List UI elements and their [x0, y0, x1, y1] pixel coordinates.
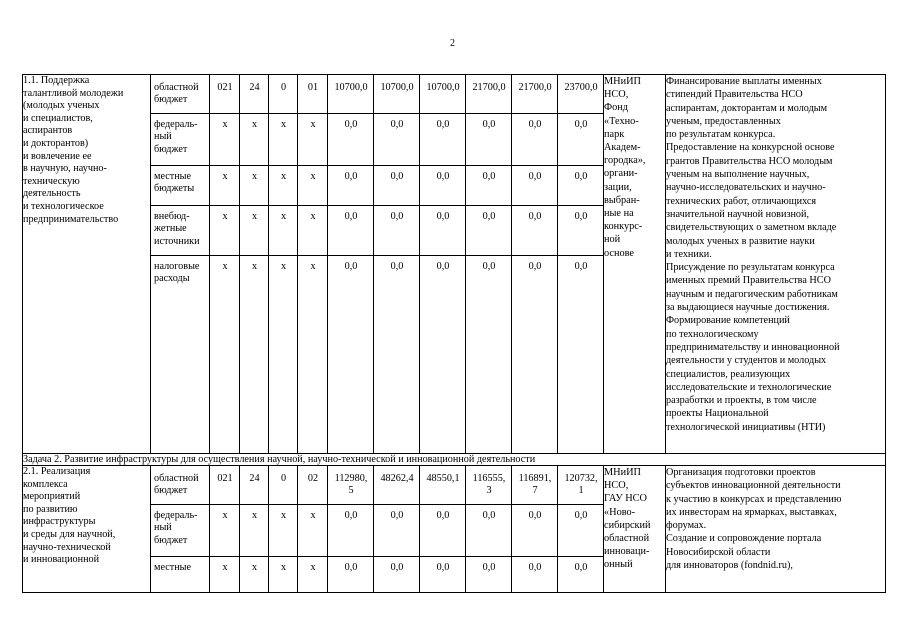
value-cell: 21700,0: [518, 82, 552, 93]
source-cell: внебюд- жетные источники: [151, 205, 209, 255]
value-cell: x: [269, 113, 297, 165]
value-cell: x: [240, 113, 268, 165]
value-cell: x: [210, 205, 239, 255]
value-cell: x: [210, 556, 239, 592]
value-cell: 0,0: [420, 165, 465, 205]
value-cell: 0,0: [466, 255, 511, 453]
value-cell: x: [298, 504, 327, 556]
activity-name: [23, 75, 151, 454]
value-cell: x: [240, 165, 268, 205]
task-row: [23, 454, 886, 466]
value-cell: 021: [217, 473, 233, 484]
year-column-3: [420, 466, 466, 593]
value-cell: x: [269, 556, 297, 592]
value-cell: 120732, 1: [564, 473, 598, 497]
value-cell: 0,0: [328, 113, 373, 165]
value-cell: 0,0: [328, 504, 373, 556]
value-cell: x: [240, 205, 268, 255]
value-cell: 0,0: [466, 556, 511, 592]
value-cell: 0,0: [466, 205, 511, 255]
source-column: [151, 75, 210, 454]
value-cell: x: [269, 504, 297, 556]
value-cell: x: [240, 255, 268, 453]
task-2-heading: Задача 2. Развитие инфраструктуры для осуществления научной, научно-технической и инновационной деятельности: [23, 454, 886, 466]
value-cell: 0,0: [466, 504, 511, 556]
value-cell: x: [298, 205, 327, 255]
value-cell: 0,0: [328, 556, 373, 592]
code-column-1: [210, 75, 240, 454]
value-cell: x: [210, 504, 239, 556]
value-cell: 0,0: [328, 165, 373, 205]
year-column-4: [466, 466, 512, 593]
year-column-5: [512, 466, 558, 593]
value-cell: x: [298, 113, 327, 165]
value-cell: x: [298, 165, 327, 205]
value-cell: 0,0: [512, 504, 557, 556]
responsible-org: [604, 75, 666, 454]
value-cell: 0,0: [374, 556, 419, 592]
value-cell: 0,0: [374, 113, 419, 165]
value-cell: 0,0: [374, 255, 419, 453]
value-cell: 116555, 3: [472, 473, 506, 497]
value-cell: 021: [217, 82, 233, 93]
year-column-2: [374, 75, 420, 454]
year-column-1: [328, 466, 374, 593]
value-cell: 23700,0: [564, 82, 598, 93]
value-cell: x: [269, 165, 297, 205]
value-cell: 0,0: [512, 113, 557, 165]
activity-name-text: 2.1. Реализация комплекса мероприятий по развитию инфраструктуры и среды для научной, научно-технической и инновационной: [23, 466, 116, 566]
value-cell: x: [269, 255, 297, 453]
value-cell: 0,0: [466, 113, 511, 165]
value-cell: 0,0: [558, 113, 603, 165]
value-cell: 0,0: [558, 165, 603, 205]
value-cell: 0,0: [466, 165, 511, 205]
value-cell: 0,0: [374, 205, 419, 255]
source-column: [151, 466, 210, 593]
value-cell: 0,0: [558, 556, 603, 592]
year-column-5: [512, 75, 558, 454]
value-cell: 116891, 7: [518, 473, 552, 497]
row-1-1: [23, 75, 886, 454]
value-cell: 0,0: [374, 165, 419, 205]
value-cell: 48262,4: [380, 473, 414, 484]
value-cell: 0,0: [420, 556, 465, 592]
year-column-6: [558, 75, 604, 454]
source-cell: налоговые расходы: [151, 255, 209, 453]
value-cell: 24: [249, 473, 260, 484]
value-cell: 0,0: [558, 255, 603, 453]
value-cell: 10700,0: [426, 82, 460, 93]
value-cell: 48550,1: [426, 473, 460, 484]
value-cell: x: [298, 556, 327, 592]
value-cell: 24: [249, 82, 260, 93]
value-cell: 0,0: [328, 205, 373, 255]
expected-results: [666, 466, 886, 593]
activity-name-text: 1.1. Поддержка талантливой молодежи (молодых ученых и специалистов, аспирантов и докторантов) и вовлечение ее в научную, научно- техническую деятельность и технологическое предпринимательство: [23, 75, 124, 225]
value-cell: 0,0: [512, 556, 557, 592]
code-column-4: [298, 466, 328, 593]
value-cell: x: [210, 255, 239, 453]
value-cell: 01: [307, 82, 319, 93]
value-cell: 0,0: [558, 205, 603, 255]
value-cell: 112980, 5: [334, 473, 368, 497]
value-cell: 10700,0: [334, 82, 368, 93]
source-cell: местные: [151, 556, 209, 592]
value-cell: x: [240, 504, 268, 556]
row-2-1: [23, 466, 886, 593]
year-column-1: [328, 75, 374, 454]
source-cell: федераль- ный бюджет: [151, 113, 209, 165]
source-cell: областной бюджет: [154, 473, 199, 497]
source-cell: местные бюджеты: [151, 165, 209, 205]
year-column-2: [374, 466, 420, 593]
value-cell: 0,0: [512, 205, 557, 255]
responsible-org-text: МНиИП НСО, ГАУ НСО «Ново- сибирский областной инноваци- онный: [604, 467, 651, 571]
program-table: [22, 74, 886, 593]
expected-results-text: Организация подготовки проектов субъектов инновационной деятельности к участию в конкурсах и представлению их инвесторам на ярмарках, выставках, форумах. Создание и сопровождение портала Новосибирской области для инноваторов (fondnid.ru),: [666, 467, 842, 572]
code-column-3: [269, 466, 298, 593]
value-cell: 10700,0: [380, 82, 414, 93]
value-cell: 0,0: [328, 255, 373, 453]
value-cell: 02: [307, 473, 319, 484]
source-cell: областной бюджет: [154, 82, 199, 106]
value-cell: x: [240, 556, 268, 592]
code-column-4: [298, 75, 328, 454]
value-cell: 21700,0: [472, 82, 506, 93]
value-cell: 0,0: [374, 504, 419, 556]
value-cell: 0,0: [512, 255, 557, 453]
value-cell: 0: [280, 473, 287, 484]
year-column-3: [420, 75, 466, 454]
source-cell: федераль- ный бюджет: [151, 504, 209, 556]
page-number: 2: [450, 38, 455, 49]
value-cell: 0,0: [420, 255, 465, 453]
code-column-1: [210, 466, 240, 593]
expected-results-text: Финансирование выплаты именных стипендий Правительства НСО аспирантам, докторантам и молодым ученым, предоставленных по результатам конкурса. Предоставление на конкурсной основе грантов Правительства НСО молодым ученым на выполнение научных, научно-исследовательских и научно- технических работ, отличающихся значительной научной новизной, свидетельствующих о заметном вкладе молодых ученых в развитие науки и техники. Присуждение по результатам конкурса именных премий Правительства НСО научным и педагогическим работникам за выдающиеся научные достижения. Формирование компетенций по технологическому предпринимательству и инновационной деятельности у студентов и молодых специалистов, реализующих исследовательские и технологические разработки и проекты, в том числе проекты Национальной технологической инициативы (НТИ): [666, 76, 840, 433]
year-column-4: [466, 75, 512, 454]
activity-name: [23, 466, 151, 593]
value-cell: 0,0: [420, 205, 465, 255]
value-cell: 0,0: [420, 504, 465, 556]
year-column-6: [558, 466, 604, 593]
code-column-2: [240, 75, 269, 454]
code-column-2: [240, 466, 269, 593]
expected-results: [666, 75, 886, 454]
value-cell: 0: [280, 82, 287, 93]
value-cell: 0,0: [558, 504, 603, 556]
value-cell: x: [269, 205, 297, 255]
value-cell: x: [210, 113, 239, 165]
value-cell: x: [298, 255, 327, 453]
value-cell: 0,0: [420, 113, 465, 165]
code-column-3: [269, 75, 298, 454]
responsible-org-text: МНиИП НСО, Фонд «Техно- парк Академ- городка», органи- зации, выбран- ные на конкурс- ной основе: [604, 76, 646, 259]
value-cell: 0,0: [512, 165, 557, 205]
value-cell: x: [210, 165, 239, 205]
responsible-org: [604, 466, 666, 593]
